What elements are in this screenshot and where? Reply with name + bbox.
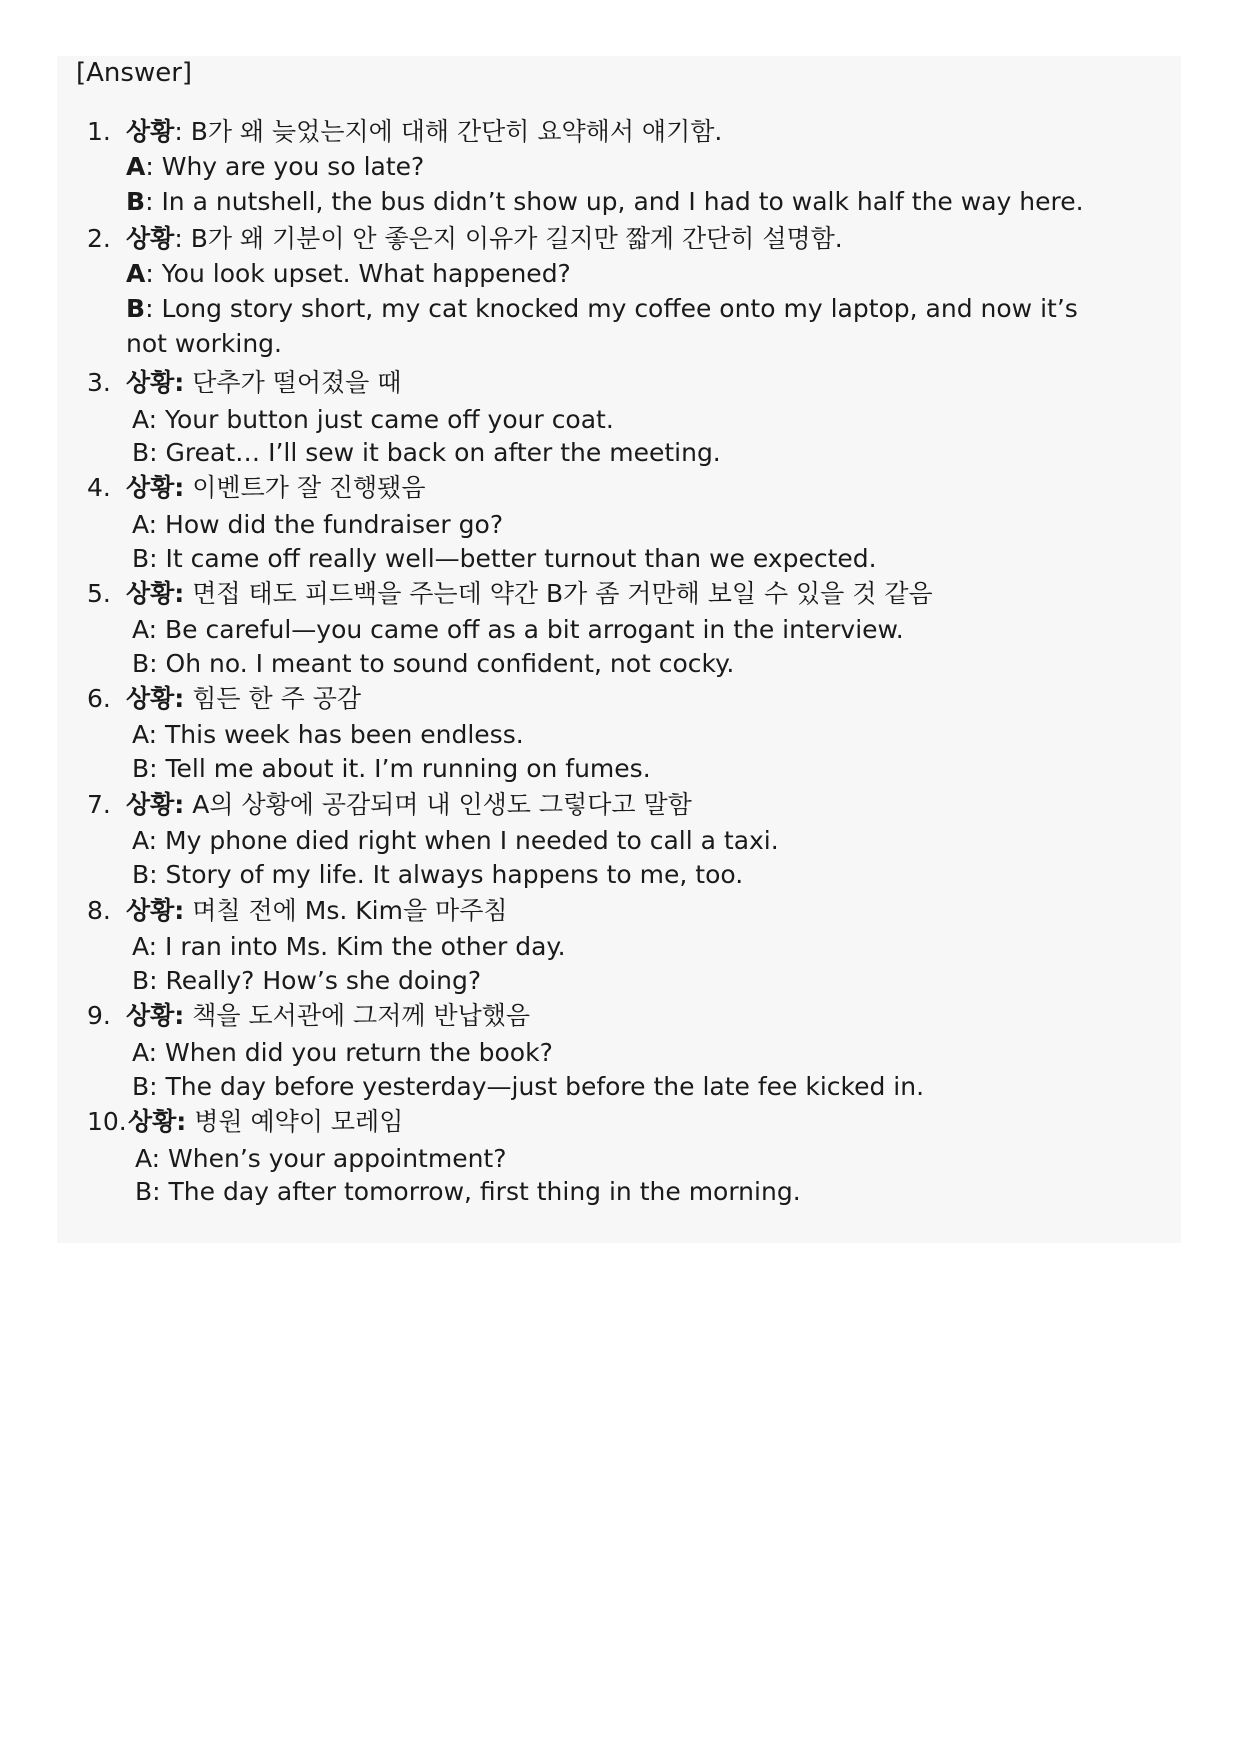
dialogue-b: B: The day before yesterday—just before the late fee kicked in. [132,1072,925,1101]
situation-line [126,788,692,822]
situation-text: 책을 도서관에 그저께 반납했음 [192,1001,531,1030]
dialogue-a: A: Why are you so late? [126,152,425,181]
situation-line [126,577,933,611]
situation-label: 상황: [126,896,185,925]
dialogue-b-text: In a nutshell, the bus didn’t show up, and I had to walk half the way here. [161,187,1084,216]
situation-text: B가 왜 늦었는지에 대해 간단히 요약해서 얘기함. [190,117,723,146]
situation-line: 상황: B가 왜 기분이 안 좋은지 이유가 길지만 짧게 간단히 설명함. [126,224,843,253]
item-number: 5. [87,579,111,608]
dialogue-a: A: I ran into Ms. Kim the other day. [132,932,566,961]
situation-label: 상황: [126,684,185,713]
item-number: 10. [87,1107,127,1136]
dialogue-a: A: You look upset. What happened? [126,259,571,288]
situation-text: 단추가 떨어졌을 때 [192,368,402,397]
speaker-b-label: B [126,294,146,323]
situation-text: 병원 예약이 모레임 [194,1107,404,1136]
speaker-a-label: A [126,152,146,181]
dialogue-a: A: Your button just came off your coat. [132,405,614,434]
dialogue-a: A: When did you return the book? [132,1038,553,1067]
situation-label: 상황: [126,473,185,502]
dialogue-b: B: Really? How’s she doing? [132,966,482,995]
situation-line [126,366,401,400]
dialogue-b: B: Great… I’ll sew it back on after the meeting. [132,438,721,467]
situation-text: 힘든 한 주 공감 [192,684,362,713]
speaker-b-label: B [126,187,146,216]
dialogue-b: B: Story of my life. It always happens to me, too. [132,860,744,889]
item-number: 7. [87,790,111,819]
situation-line [128,1105,403,1139]
item-number: 2. [87,224,111,253]
item-number: 6. [87,684,111,713]
item-number: 9. [87,1001,111,1030]
dialogue-b: B: It came off really well—better turnout than we expected. [132,544,877,573]
situation-text: 이벤트가 잘 진행됐음 [192,473,426,502]
item-number: 1. [87,117,111,146]
situation-text: B가 왜 기분이 안 좋은지 이유가 길지만 짧게 간단히 설명함. [190,224,843,253]
situation-label: 상황 [126,224,175,253]
situation-line [126,682,361,716]
dialogue-b-text: Long story short, my cat knocked my coffee onto my laptop, and now it’s not working. [126,294,1078,358]
dialogue-b: B: Tell me about it. I’m running on fumes. [132,754,651,783]
situation-text: 며칠 전에 Ms. Kim을 마주침 [192,896,508,925]
situation-line [126,894,508,928]
situation-text: A의 상황에 공감되며 내 인생도 그렇다고 말함 [192,790,692,819]
item-number: 3. [87,368,111,397]
dialogue-b: B: The day after tomorrow, first thing in the morning. [135,1177,801,1206]
situation-label: 상황: [128,1107,187,1136]
situation-label: 상황: [126,579,185,608]
dialogue-a-text: Why are you so late? [161,152,425,181]
situation-text: 면접 태도 피드백을 주는데 약간 B가 좀 거만해 보일 수 있을 것 같음 [192,579,933,608]
item-number: 8. [87,896,111,925]
dialogue-a: A: This week has been endless. [132,720,524,749]
answer-box [57,56,1181,1243]
dialogue-a: A: My phone died right when I needed to call a taxi. [132,826,779,855]
item-number: 4. [87,473,111,502]
answer-heading: [Answer] [76,58,193,88]
dialogue-a: A: How did the fundraiser go? [132,510,504,539]
situation-line: 상황: B가 왜 늦었는지에 대해 간단히 요약해서 얘기함. [126,117,723,146]
dialogue-b: B: Long story short, my cat knocked my coffee onto my laptop, and now it’s not working. [126,294,1078,358]
situation-label: 상황 [126,117,175,146]
situation-line [126,999,530,1033]
situation-label: 상황: [126,1001,185,1030]
dialogue-a: A: When’s your appointment? [135,1144,507,1173]
dialogue-a: A: Be careful—you came off as a bit arrogant in the interview. [132,615,904,644]
situation-label: 상황: [126,368,185,397]
speaker-a-label: A [126,259,146,288]
dialogue-b: B: Oh no. I meant to sound confident, not cocky. [132,649,735,678]
situation-label: 상황: [126,790,185,819]
dialogue-b: B: In a nutshell, the bus didn’t show up, and I had to walk half the way here. [126,187,1084,216]
dialogue-a-text: You look upset. What happened? [161,259,571,288]
situation-line [126,471,426,505]
